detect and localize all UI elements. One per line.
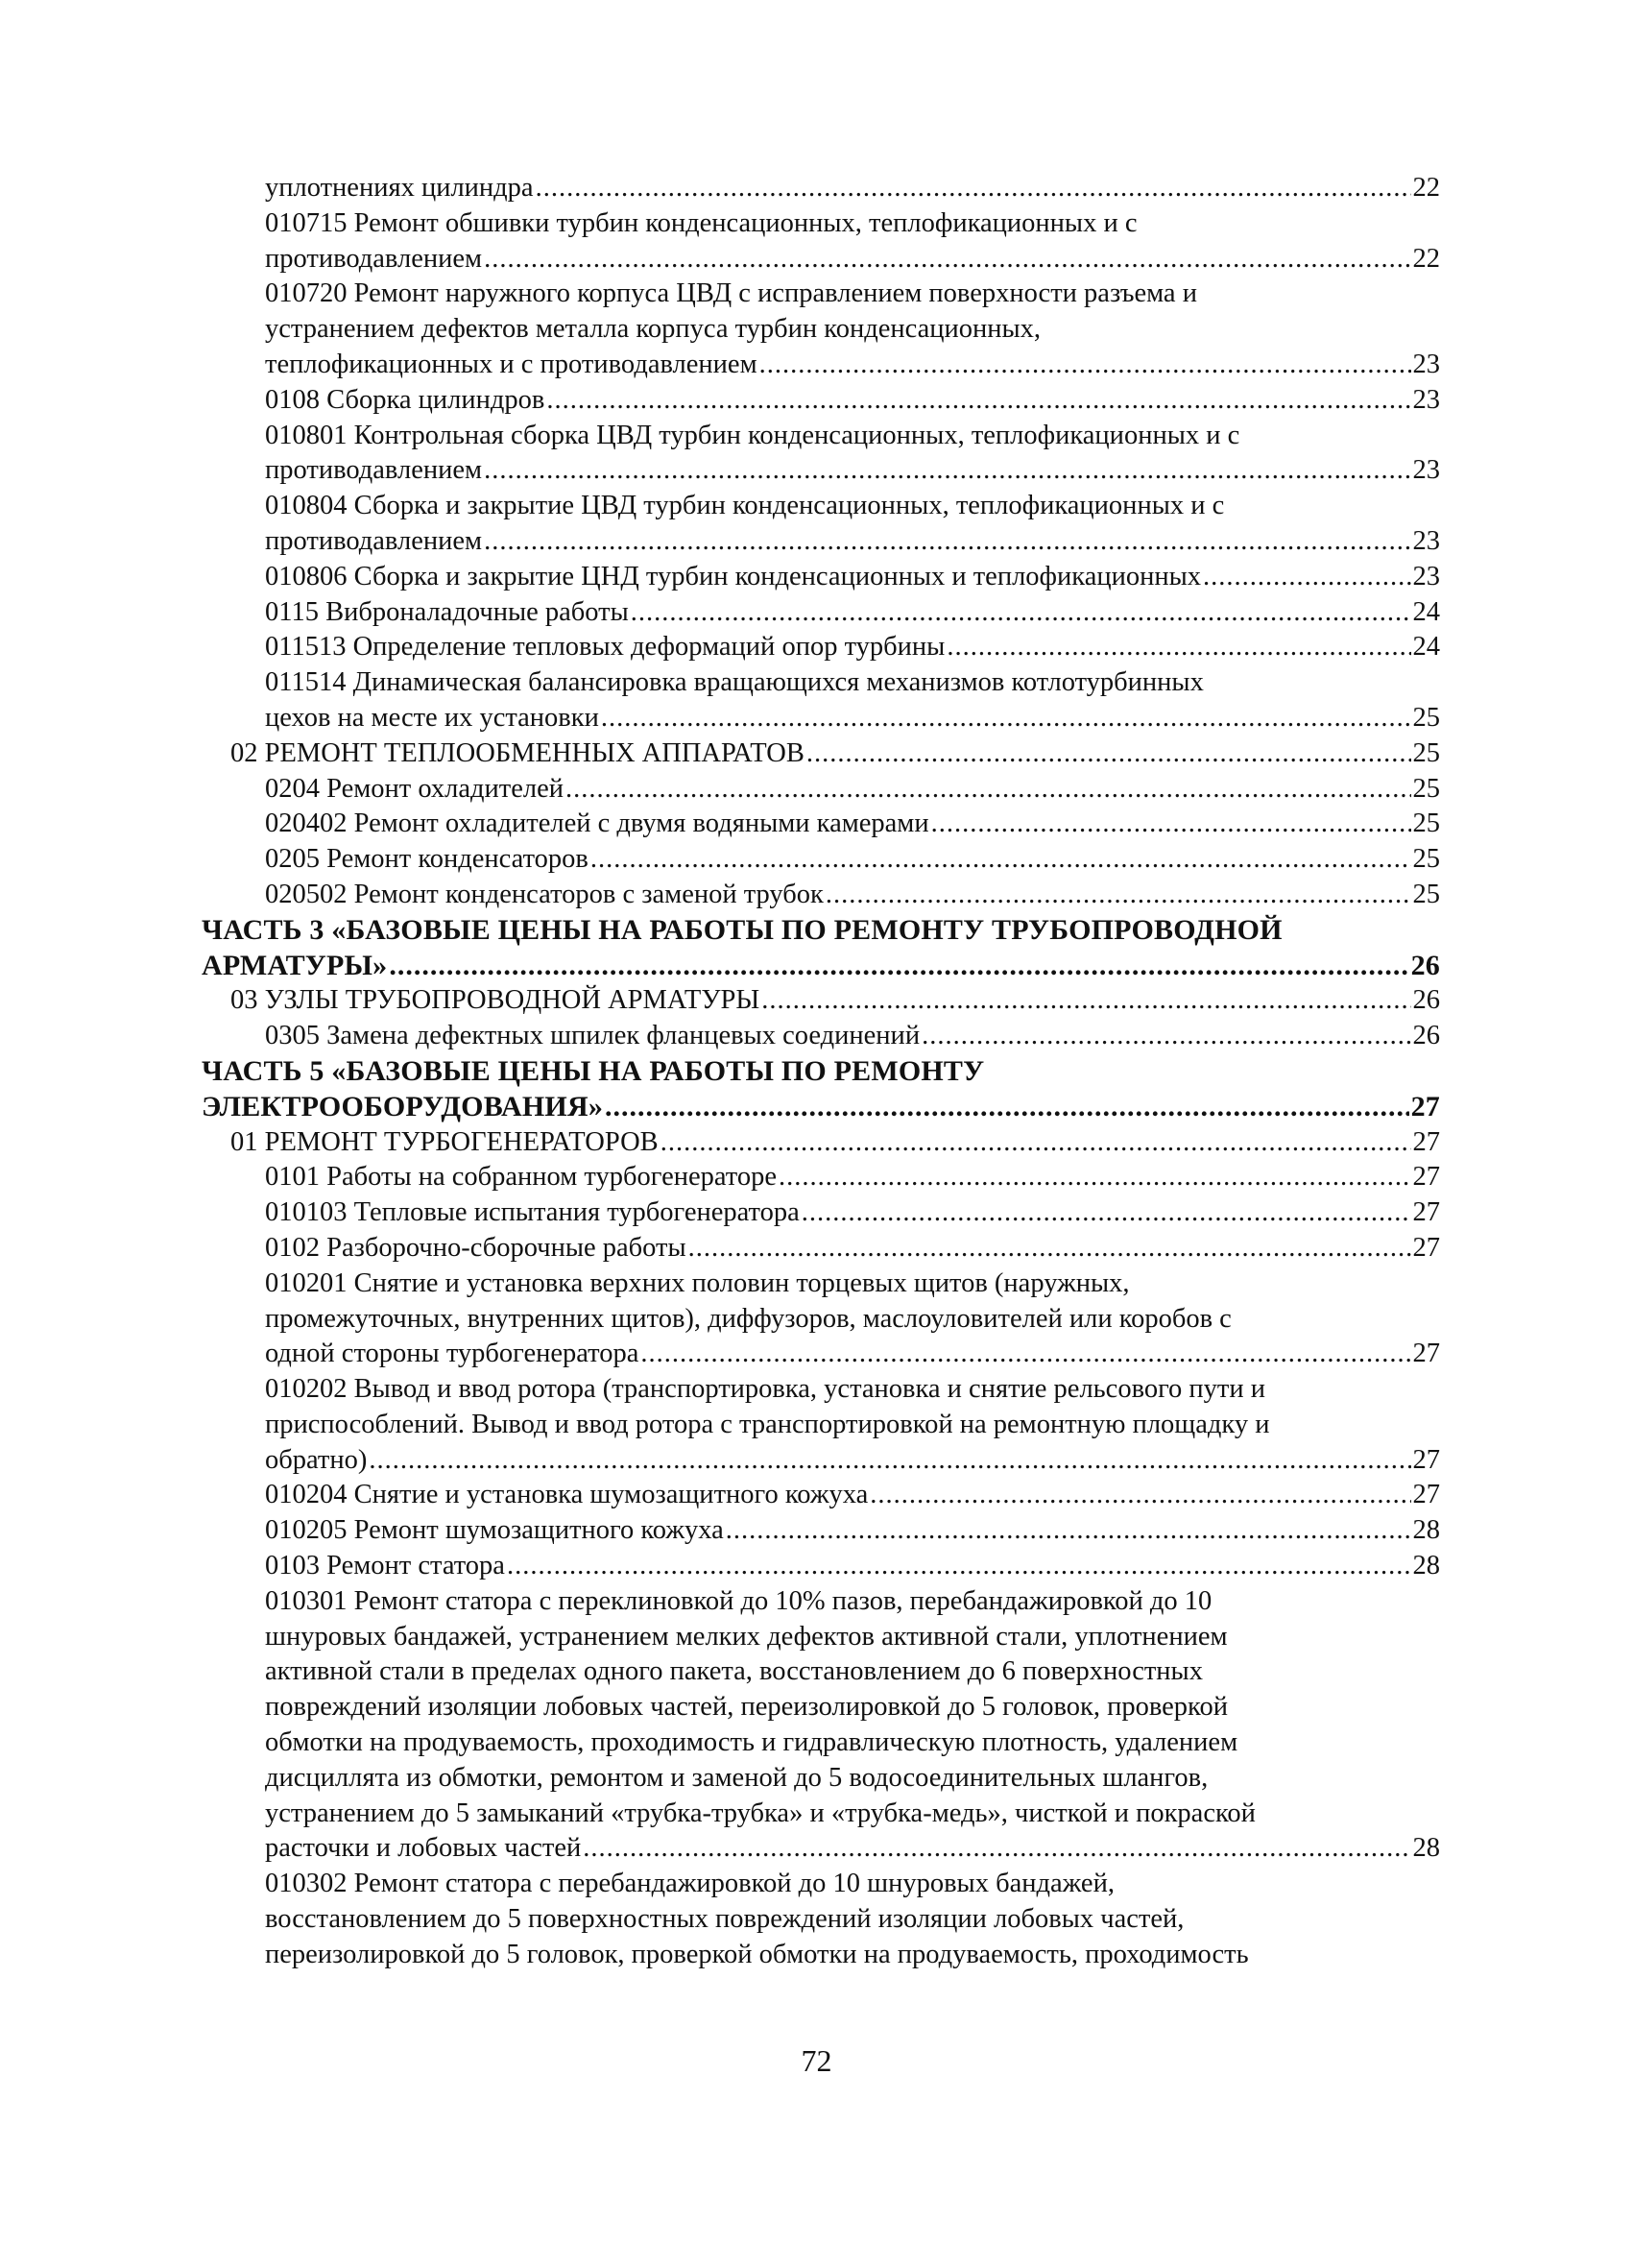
dot-leader: [922, 1019, 1410, 1054]
dot-leader: [631, 595, 1411, 631]
toc-item-page: 24: [1412, 632, 1440, 663]
dot-leader: [640, 1337, 1410, 1372]
toc-item-page: 26: [1410, 949, 1440, 981]
toc-item: [202, 1267, 1440, 1372]
toc-item-page: 27: [1412, 1339, 1440, 1369]
toc-item: [202, 171, 1440, 206]
dot-leader: [931, 807, 1411, 842]
toc-item-page: 27: [1412, 1480, 1440, 1510]
toc-item: [202, 560, 1440, 595]
toc-item-page: 25: [1412, 808, 1440, 839]
toc-item-text-line: восстановлением до 5 поверхностных повреждений изоляции лобовых частей,: [265, 1904, 1185, 1935]
toc-section: [202, 1125, 1440, 1161]
toc-item-text-line: 010804 Сборка и закрытие ЦВД турбин конденсационных, теплофикационных и с: [265, 491, 1225, 521]
toc-item-lastline: [265, 560, 1440, 595]
dot-leader: [826, 878, 1411, 913]
dot-leader: [484, 453, 1410, 489]
dot-leader: [870, 1478, 1410, 1513]
toc-item: [202, 489, 1440, 560]
toc-item-lastline: [265, 878, 1440, 913]
toc-item-lastline: [265, 524, 1440, 560]
toc-item-title: 010806 Сборка и закрытие ЦНД турбин конденсационных и теплофикационных: [265, 561, 1201, 591]
toc-item: [202, 1584, 1440, 1867]
toc-item-title: АРМАТУРЫ»: [202, 949, 388, 981]
toc-item-title: обратно): [265, 1444, 368, 1475]
toc-item-title: 0108 Сборка цилиндров: [265, 384, 545, 415]
toc-item: [202, 630, 1440, 665]
dot-leader: [484, 524, 1410, 560]
toc-item-page: 25: [1412, 844, 1440, 875]
toc-item: [202, 1549, 1440, 1584]
toc-item-title: ЭЛЕКТРООБОРУДОВАНИЯ»: [202, 1090, 604, 1122]
toc-item: [202, 1867, 1440, 1972]
toc-item-text-line: 011514 Динамическая балансировка вращающихся механизмов котлотурбинных: [265, 667, 1204, 698]
toc-item-lastline: [265, 1443, 1440, 1479]
toc-item-lastline: [265, 807, 1440, 842]
toc-item-title: 010103 Тепловые испытания турбогенератора: [265, 1197, 800, 1228]
toc-item: [202, 1019, 1440, 1054]
toc-item-lastline: [265, 595, 1440, 631]
toc-item-lastline: [202, 949, 1440, 984]
toc-item-text-line: ЧАСТЬ 3 «БАЗОВЫЕ ЦЕНЫ НА РАБОТЫ ПО РЕМОНТУ ТРУБОПРОВОДНОЙ: [202, 913, 1283, 946]
toc-item-page: 26: [1412, 985, 1440, 1016]
toc-item-text-line: 010202 Вывод и ввод ротора (транспортировка, установка и снятие рельсового пути и: [265, 1374, 1266, 1405]
dot-leader: [546, 383, 1410, 419]
toc-item-title: 0115 Виброналадочные работы: [265, 596, 629, 627]
toc-item-title: одной стороны турбогенератора: [265, 1339, 639, 1369]
toc-item-title: 0204 Ремонт охладителей: [265, 773, 564, 804]
toc-item: [202, 277, 1440, 382]
page-number: 72: [801, 2043, 832, 2078]
toc-item: [202, 878, 1440, 913]
toc-item-text-line: 010715 Ремонт обшивки турбин конденсационных, теплофикационных и с: [265, 207, 1138, 238]
toc-item-page: 22: [1412, 173, 1440, 203]
toc-item-text-line: 010720 Ремонт наружного корпуса ЦВД с исправлением поверхности разъема и: [265, 278, 1197, 309]
toc-item-lastline: [265, 1549, 1440, 1584]
toc-item-page: 24: [1412, 596, 1440, 627]
toc-item-lastline: [265, 1337, 1440, 1372]
toc-item-text-line: переизолировкой до 5 головок, проверкой обмотки на продуваемость, проходимость: [265, 1939, 1249, 1969]
toc-item-text-line: дисциллята из обмотки, ремонтом и заменой до 5 водосоединительных шлангов,: [265, 1762, 1209, 1793]
toc-item-page: 25: [1412, 879, 1440, 909]
toc-item-title: противодавлением: [265, 243, 483, 274]
toc-item-title: цехов на месте их установки: [265, 702, 599, 733]
dot-leader: [369, 1443, 1410, 1479]
toc-item: [202, 1231, 1440, 1267]
dot-leader: [660, 1125, 1411, 1161]
toc-item-lastline: [230, 736, 1440, 772]
toc-item: [202, 807, 1440, 842]
dot-leader: [565, 772, 1410, 808]
toc-item-page: 26: [1412, 1021, 1440, 1051]
dot-leader: [688, 1231, 1411, 1267]
toc-item: [202, 842, 1440, 878]
toc-item: [202, 595, 1440, 631]
toc-item-page: 23: [1412, 384, 1440, 415]
dot-leader: [761, 983, 1410, 1019]
toc-item: [202, 419, 1440, 490]
toc-item-page: 25: [1412, 773, 1440, 804]
toc-item: [202, 1513, 1440, 1549]
toc-item: [202, 206, 1440, 277]
toc-item: [202, 1160, 1440, 1195]
toc-item-title: 010205 Ремонт шумозащитного кожуха: [265, 1515, 724, 1546]
toc-item-lastline: [265, 842, 1440, 878]
toc-item-title: 010204 Снятие и установка шумозащитного кожуха: [265, 1480, 869, 1510]
dot-leader: [507, 1549, 1411, 1584]
dot-leader: [806, 736, 1411, 772]
toc-item-lastline: [265, 630, 1440, 665]
toc-item-lastline: [265, 1513, 1440, 1549]
dot-leader: [536, 171, 1411, 206]
toc-item-lastline: [265, 171, 1440, 206]
toc-item-lastline: [265, 383, 1440, 419]
toc-item-lastline: [202, 1090, 1440, 1125]
toc-item-lastline: [265, 1231, 1440, 1267]
toc-item-title: 0101 Работы на собранном турбогенераторе: [265, 1162, 778, 1193]
toc-item: [202, 1478, 1440, 1513]
dot-leader: [726, 1513, 1411, 1549]
toc-item-page: 22: [1412, 243, 1440, 274]
toc-item-text-line: устранением дефектов металла корпуса турбин конденсационных,: [265, 314, 1042, 345]
toc-item-title: 02 РЕМОНТ ТЕПЛООБМЕННЫХ АППАРАТОВ: [230, 737, 804, 768]
toc-item-title: 011513 Определение тепловых деформаций опор турбины: [265, 632, 946, 663]
toc-item-lastline: [265, 1160, 1440, 1195]
toc-item-page: 27: [1412, 1126, 1440, 1157]
toc-item: [202, 772, 1440, 808]
toc-item-title: противодавлением: [265, 455, 483, 486]
toc-item-page: 28: [1412, 1833, 1440, 1864]
toc-item-title: противодавлением: [265, 525, 483, 556]
toc-item-text-line: шнуровых бандажей, устранением мелких дефектов активной стали, уплотнением: [265, 1621, 1228, 1652]
toc-item-title: 03 УЗЛЫ ТРУБОПРОВОДНОЙ АРМАТУРЫ: [230, 985, 760, 1016]
toc-item-title: уплотнениях цилиндра: [265, 173, 534, 203]
toc-item-page: 23: [1412, 349, 1440, 379]
toc-item-title: теплофикационных и с противодавлением: [265, 349, 757, 379]
toc-item-lastline: [230, 983, 1440, 1019]
toc-item-text-line: приспособлений. Вывод и ввод ротора с транспортировкой на ремонтную площадку и: [265, 1409, 1270, 1439]
toc-section: [202, 983, 1440, 1019]
toc-part-heading: [202, 1054, 1440, 1125]
toc-item-title: 0102 Разборочно-сборочные работы: [265, 1232, 686, 1263]
toc-section: [202, 736, 1440, 772]
dot-leader: [605, 1090, 1409, 1125]
table-of-contents: [202, 171, 1440, 1973]
toc-item-title: расточки и лобовых частей: [265, 1833, 582, 1864]
toc-item-page: 27: [1412, 1162, 1440, 1193]
toc-item-page: 28: [1412, 1515, 1440, 1546]
dot-leader: [779, 1160, 1410, 1195]
toc-item: [202, 1372, 1440, 1478]
toc-item-text-line: обмотки на продуваемость, проходимость и гидравлическую плотность, удалением: [265, 1727, 1238, 1758]
toc-item: [202, 665, 1440, 736]
dot-leader: [484, 242, 1410, 277]
toc-item: [202, 1195, 1440, 1231]
toc-item-page: 27: [1410, 1090, 1440, 1122]
toc-item-lastline: [230, 1125, 1440, 1161]
toc-item: [202, 383, 1440, 419]
toc-item-lastline: [265, 701, 1440, 736]
toc-item-page: 25: [1412, 737, 1440, 768]
dot-leader: [1203, 560, 1411, 595]
toc-item-lastline: [265, 1831, 1440, 1867]
dot-leader: [601, 701, 1411, 736]
toc-item-lastline: [265, 1019, 1440, 1054]
toc-item-page: 23: [1412, 561, 1440, 591]
toc-item-text-line: устранением до 5 замыканий «трубка-трубка» и «трубка-медь», чисткой и покраской: [265, 1798, 1256, 1828]
toc-item-lastline: [265, 1478, 1440, 1513]
toc-item-lastline: [265, 453, 1440, 489]
dot-leader: [802, 1195, 1411, 1231]
toc-item-lastline: [265, 772, 1440, 808]
toc-item-page: 23: [1412, 525, 1440, 556]
toc-item-page: 25: [1412, 702, 1440, 733]
toc-item-title: 0305 Замена дефектных шпилек фланцевых соединений: [265, 1021, 921, 1051]
toc-part-heading: [202, 913, 1440, 984]
toc-item-text-line: промежуточных, внутренних щитов), диффузоров, маслоуловителей или коробов с: [265, 1303, 1232, 1334]
toc-item-page: 27: [1412, 1444, 1440, 1475]
dot-leader: [583, 1831, 1410, 1867]
toc-item-title: 0103 Ремонт статора: [265, 1551, 505, 1581]
toc-item-page: 27: [1412, 1197, 1440, 1228]
toc-item-page: 23: [1412, 455, 1440, 486]
toc-item-lastline: [265, 1195, 1440, 1231]
toc-item-page: 27: [1412, 1232, 1440, 1263]
toc-item-text-line: активной стали в пределах одного пакета, восстановлением до 6 поверхностных: [265, 1656, 1203, 1687]
toc-item-page: 28: [1412, 1551, 1440, 1581]
toc-item-text-line: 010301 Ремонт статора с переклиновкой до 10% пазов, перебандажировкой до 10: [265, 1585, 1213, 1616]
toc-item-title: 020502 Ремонт конденсаторов с заменой трубок: [265, 879, 824, 909]
toc-item-text-line: 010302 Ремонт статора с перебандажировкой до 10 шнуровых бандажей,: [265, 1869, 1115, 1899]
toc-item-text-line: 010801 Контрольная сборка ЦВД турбин конденсационных, теплофикационных и с: [265, 420, 1240, 450]
toc-item-title: 020402 Ремонт охладителей с двумя водяными камерами: [265, 808, 929, 839]
dot-leader: [590, 842, 1411, 878]
toc-item-text-line: ЧАСТЬ 5 «БАЗОВЫЕ ЦЕНЫ НА РАБОТЫ ПО РЕМОНТУ: [202, 1054, 985, 1087]
toc-item-text-line: повреждений изоляции лобовых частей, переизолировкой до 5 головок, проверкой: [265, 1692, 1228, 1723]
toc-item-lastline: [265, 242, 1440, 277]
toc-item-lastline: [265, 348, 1440, 383]
dot-leader: [759, 348, 1411, 383]
toc-item-title: 01 РЕМОНТ ТУРБОГЕНЕРАТОРОВ: [230, 1126, 659, 1157]
dot-leader: [389, 949, 1408, 984]
dot-leader: [947, 630, 1410, 665]
toc-item-title: 0205 Ремонт конденсаторов: [265, 844, 588, 875]
toc-item-text-line: 010201 Снятие и установка верхних половин торцевых щитов (наружных,: [265, 1267, 1130, 1298]
